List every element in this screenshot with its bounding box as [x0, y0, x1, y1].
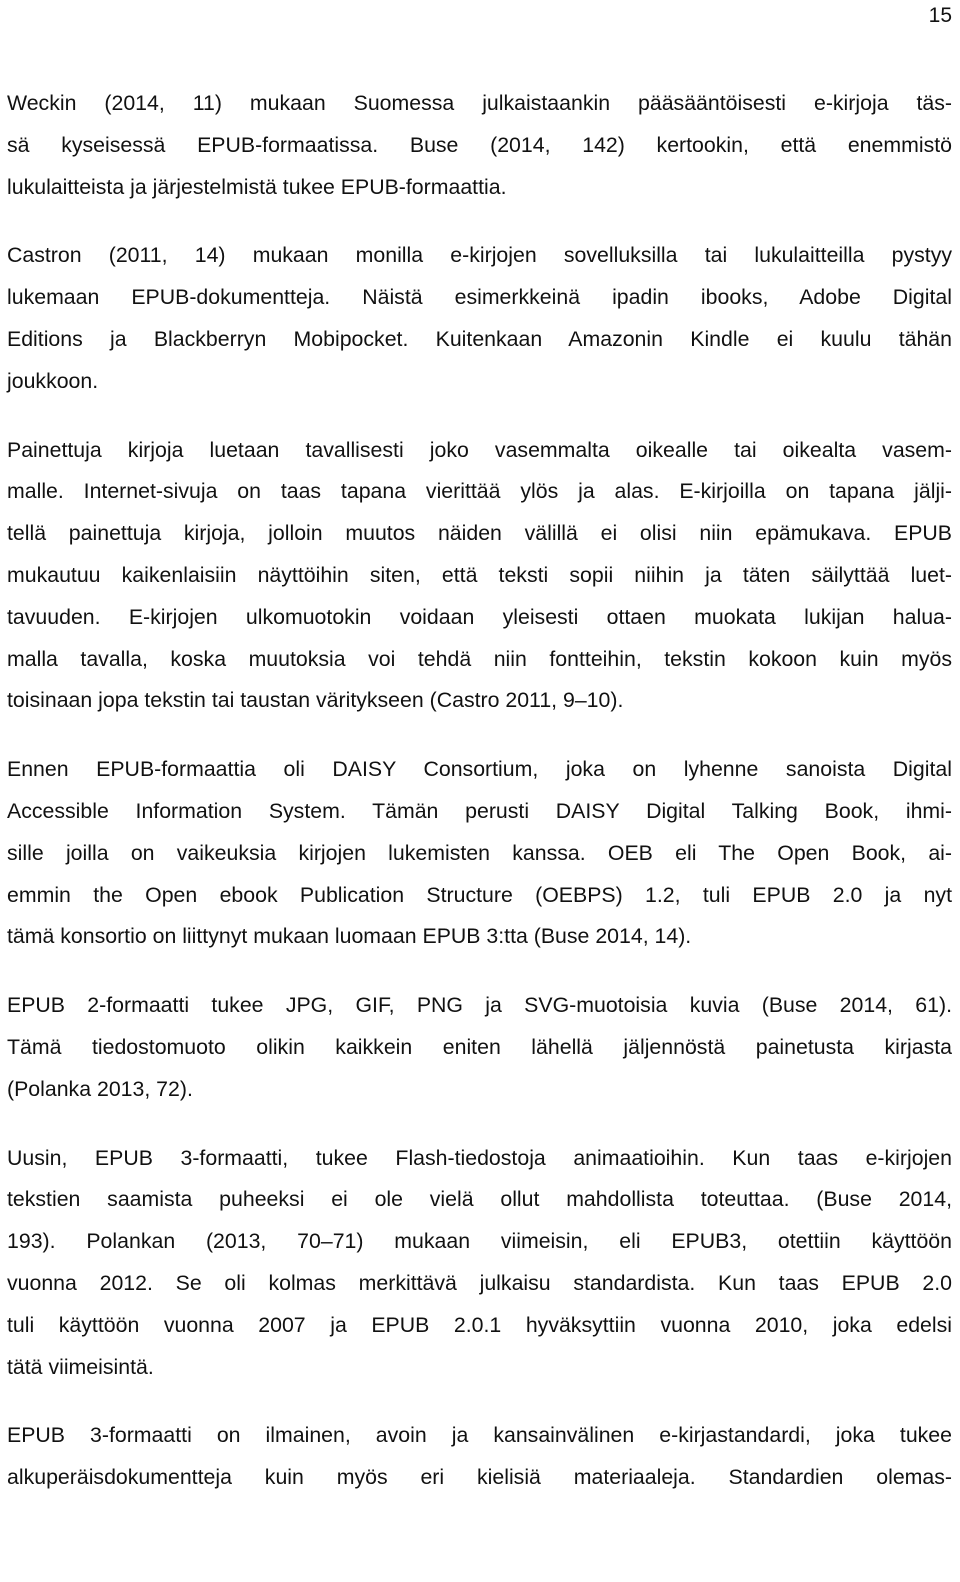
text-line: Weckin (2014, 11) mukaan Suomessa julkaistaankin pääsääntöisesti e-kirjoja täs- [7, 91, 952, 115]
text-line: tämä konsortio on liittynyt mukaan luomaan EPUB 3:tta (Buse 2014, 14). [7, 924, 692, 949]
text-line: 193). Polankan (2013, 70–71) mukaan viimeisin, eli EPUB3, otettiin käyttöön [7, 1229, 952, 1254]
text-line: (Polanka 2013, 72). [7, 1076, 193, 1101]
text-line: joukkoon. [7, 368, 99, 393]
text-line: Tämä tiedostomuoto olikin kaikkein eniten lähellä jäljennöstä painetusta kirjasta [7, 1034, 952, 1059]
text-line: Painettuja kirjoja luetaan tavallisesti joko vasemmalta oikealle tai oikealta vasem- [7, 437, 952, 462]
text-line: tätä viimeisintä. [7, 1354, 154, 1379]
text-line: EPUB 2-formaatti tukee JPG, GIF, PNG ja SVG-muotoisia kuvia (Buse 2014, 61). [7, 993, 952, 1018]
text-line: EPUB 3-formaatti on ilmainen, avoin ja kansainvälinen e-kirjastandardi, joka tukee [7, 1423, 952, 1448]
paragraph-2 [7, 235, 952, 402]
paragraph-5 [7, 985, 952, 1110]
page-number: 15 [928, 4, 952, 27]
text-line: lukulaitteista ja järjestelmistä tukee EPUB-formaattia. [7, 174, 507, 199]
text-line: sille joilla on vaikeuksia kirjojen lukemisten kanssa. OEB eli The Open Book, ai- [7, 840, 952, 865]
paragraph-7 [7, 1415, 952, 1499]
text-line: tekstien saamista puheeksi ei ole vielä ollut mahdollista toteuttaa. (Buse 2014, [7, 1187, 952, 1212]
text-line: vuonna 2012. Se oli kolmas merkittävä julkaisu standardista. Kun taas EPUB 2.0 [7, 1270, 952, 1295]
text-line: mukautuu kaikenlaisiin näyttöihin siten, että teksti sopii niihin ja täten säilyttää luet- [7, 562, 952, 587]
text-line: sä kyseisessä EPUB-formaatissa. Buse (2014, 142) kertookin, että enemmistö [7, 132, 952, 157]
paragraph-6 [7, 1138, 952, 1389]
text-line: Editions ja Blackberryn Mobipocket. Kuitenkaan Amazonin Kindle ei kuulu tähän [7, 326, 952, 351]
paragraph-4 [7, 749, 952, 958]
text-line: tellä painettuja kirjoja, jolloin muutos näiden välillä ei olisi niin epämukava. EPUB [7, 521, 952, 546]
text-line: alkuperäisdokumentteja kuin myös eri kielisiä materiaaleja. Standardien olemas- [7, 1465, 952, 1490]
text-line: toisinaan jopa tekstin tai taustan väritykseen (Castro 2011, 9–10). [7, 688, 624, 713]
text-line: tavuuden. E-kirjojen ulkomuotokin voidaan yleisesti ottaen muokata lukijan halua- [7, 604, 952, 629]
paragraph-3 [7, 430, 952, 723]
text-line: Ennen EPUB-formaattia oli DAISY Consortium, joka on lyhenne sanoista Digital [7, 757, 952, 782]
text-line: malla tavalla, koska muutoksia voi tehdä niin fontteihin, tekstin kokoon kuin myös [7, 646, 952, 671]
text-line: Castron (2011, 14) mukaan monilla e-kirjojen sovelluksilla tai lukulaitteilla pystyy [7, 243, 952, 268]
text-line: tuli käyttöön vuonna 2007 ja EPUB 2.0.1 hyväksyttiin vuonna 2010, joka edelsi [7, 1312, 952, 1337]
document-body [7, 83, 952, 1526]
text-line: lukemaan EPUB-dokumentteja. Näistä esimerkkeinä ipadin ibooks, Adobe Digital [7, 285, 952, 310]
text-line: malle. Internet-sivuja on taas tapana vierittää ylös ja alas. E-kirjoilla on tapana jälji- [7, 479, 952, 504]
text-line: Accessible Information System. Tämän perusti DAISY Digital Talking Book, ihmi- [7, 798, 952, 823]
text-line: Uusin, EPUB 3-formaatti, tukee Flash-tiedostoja animaatioihin. Kun taas e-kirjojen [7, 1145, 952, 1170]
paragraph-1 [7, 83, 952, 208]
text-line: emmin the Open ebook Publication Structure (OEBPS) 1.2, tuli EPUB 2.0 ja nyt [7, 882, 952, 907]
